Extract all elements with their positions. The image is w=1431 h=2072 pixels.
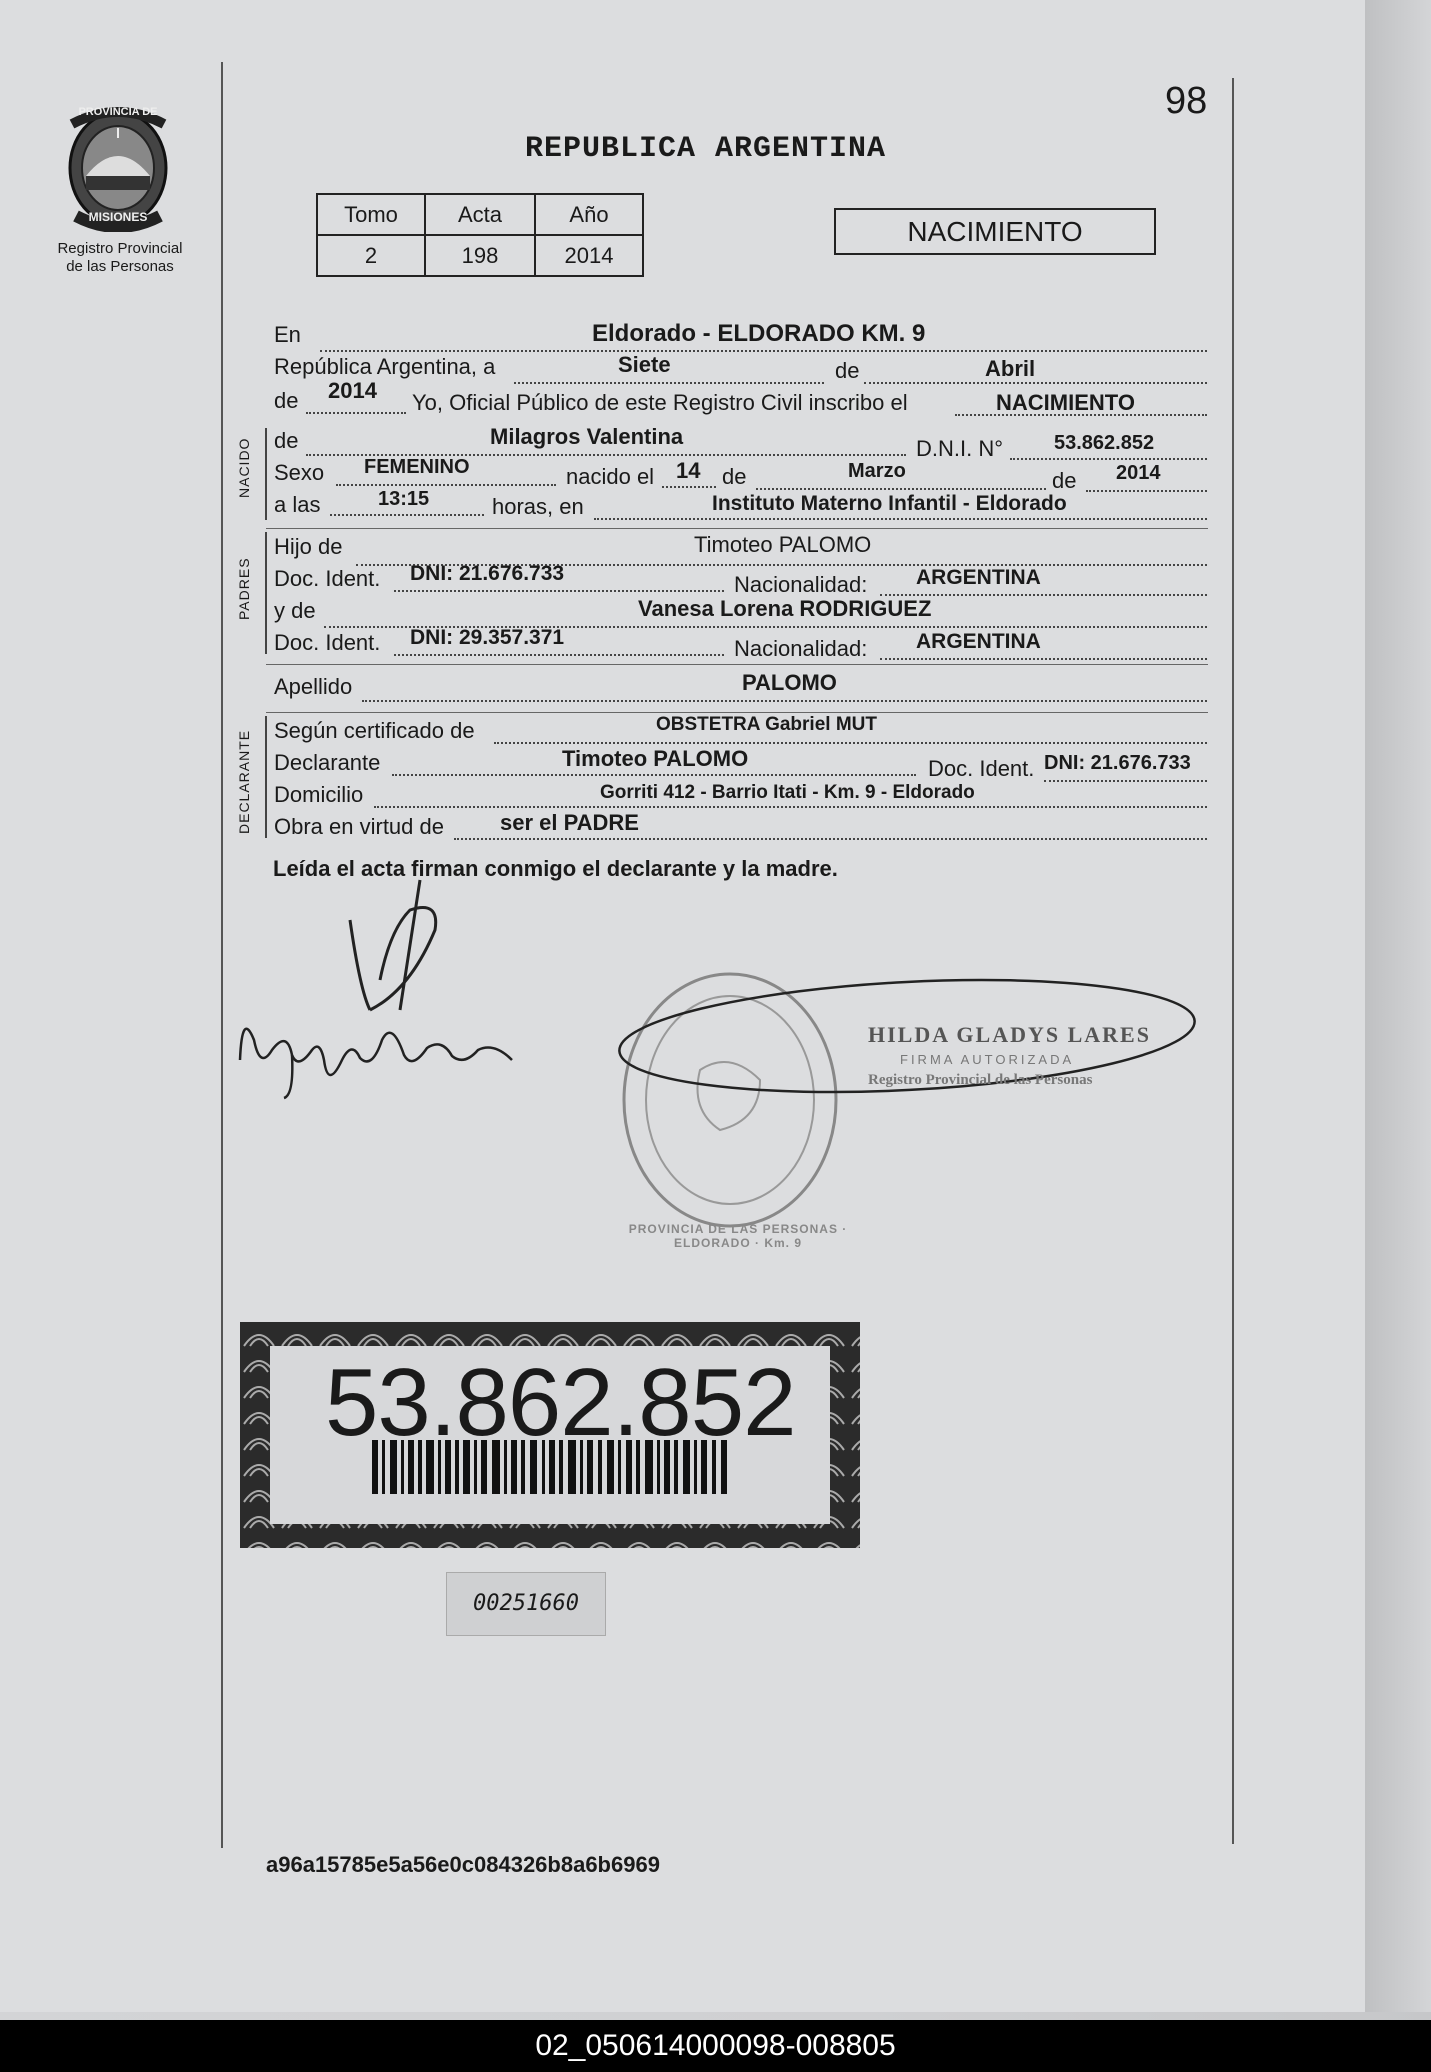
dotted-line bbox=[330, 514, 484, 516]
nacido-de-label: de bbox=[274, 428, 299, 453]
dotted-line bbox=[374, 806, 1207, 808]
birth-month-value: Marzo bbox=[848, 460, 906, 482]
dotted-line bbox=[1044, 780, 1207, 782]
act-type-box: NACIMIENTO bbox=[834, 208, 1156, 255]
en-label: En bbox=[274, 322, 301, 347]
dotted-line bbox=[1010, 458, 1207, 460]
declarante-section-bar bbox=[265, 716, 267, 838]
tomo-acta-ano-table bbox=[316, 193, 644, 277]
dotted-line bbox=[662, 486, 716, 488]
dotted-line bbox=[756, 488, 1046, 490]
dotted-line bbox=[454, 838, 1207, 840]
dotted-line bbox=[494, 742, 1207, 744]
dotted-line bbox=[1086, 490, 1207, 492]
table-row bbox=[317, 235, 643, 276]
nacido-el-label: nacido el bbox=[566, 464, 655, 489]
month-value: Abril bbox=[985, 356, 1036, 381]
dotted-line bbox=[336, 484, 556, 486]
sexo-value: FEMENINO bbox=[364, 456, 470, 478]
declarante-label: Declarante bbox=[274, 750, 381, 775]
cert-value: OBSTETRA Gabriel MUT bbox=[656, 714, 877, 735]
father-nat-value: ARGENTINA bbox=[916, 566, 1041, 589]
mother-signature-icon bbox=[232, 1000, 532, 1100]
footer-id-bar: 02_050614000098-008805 bbox=[0, 2020, 1431, 2072]
dotted-line bbox=[394, 654, 724, 656]
dotted-line bbox=[392, 774, 916, 776]
apellido-value: PALOMO bbox=[742, 670, 837, 695]
day-value: Siete bbox=[618, 352, 671, 377]
registry-label bbox=[40, 240, 200, 276]
hijo-de-label: Hijo de bbox=[274, 534, 343, 559]
round-seal-lettering: PROVINCIA DE LAS PERSONAS · ELDORADO · Km. 9 bbox=[628, 1222, 848, 1250]
value-acta: 198 bbox=[425, 235, 535, 276]
y-de-label: y de bbox=[274, 598, 316, 623]
hour-value: 13:15 bbox=[378, 488, 430, 510]
barcode-number: 53.862.852 bbox=[325, 1349, 796, 1456]
padres-section-bar bbox=[265, 532, 267, 654]
birth-year-value: 2014 bbox=[1116, 462, 1161, 484]
section-separator bbox=[266, 712, 1208, 713]
dotted-line bbox=[514, 382, 824, 384]
page-edge-shadow bbox=[1365, 0, 1431, 2012]
officer-text: Yo, Oficial Público de este Registro Civil inscribo el bbox=[412, 390, 908, 415]
declarante-doc-label: Doc. Ident. bbox=[928, 756, 1035, 781]
virtud-label: Obra en virtud de bbox=[274, 814, 444, 839]
registry-label-line2: de las Personas bbox=[66, 258, 174, 275]
father-name-value: Timoteo PALOMO bbox=[694, 532, 872, 557]
header-acta: Acta bbox=[425, 194, 535, 235]
birth-day-value: 14 bbox=[676, 458, 701, 483]
domicilio-label: Domicilio bbox=[274, 782, 364, 807]
place-value: Eldorado - ELDORADO KM. 9 bbox=[592, 320, 926, 347]
father-nat-label: Nacionalidad: bbox=[734, 572, 868, 597]
mother-nat-label: Nacionalidad: bbox=[734, 636, 868, 661]
nacido-section-label: NACIDO bbox=[236, 437, 252, 498]
official-role: FIRMA AUTORIZADA bbox=[900, 1052, 1075, 1067]
mother-doc-value: DNI: 29.357.371 bbox=[410, 626, 565, 649]
right-margin-line bbox=[1232, 78, 1234, 1844]
father-doc-label: Doc. Ident. bbox=[274, 566, 381, 591]
left-margin-line bbox=[221, 62, 223, 1848]
child-dni-value: 53.862.852 bbox=[1054, 432, 1155, 454]
declarante-section-label: DECLARANTE bbox=[236, 729, 252, 834]
birth-place-value: Instituto Materno Infantil - Eldorado bbox=[712, 492, 1067, 515]
mother-doc-label: Doc. Ident. bbox=[274, 630, 381, 655]
official-name: HILDA GLADYS LARES bbox=[868, 1022, 1151, 1047]
closing-statement: Leída el acta firman conmigo el declarante y la madre. bbox=[273, 856, 838, 881]
dotted-line bbox=[320, 350, 1207, 352]
sexo-label: Sexo bbox=[274, 460, 325, 485]
dni-label: D.N.I. N° bbox=[916, 436, 1004, 461]
dotted-line bbox=[594, 518, 1207, 520]
padres-section-label: PADRES bbox=[236, 557, 252, 620]
seal-lettering-top: PROVINCIA DE bbox=[78, 106, 158, 118]
header-ano: Año bbox=[535, 194, 643, 235]
page-number: 98 bbox=[1165, 80, 1208, 122]
nacido-section-bar bbox=[265, 428, 267, 520]
seal-lettering-bottom: MISIONES bbox=[88, 210, 148, 224]
father-doc-value: DNI: 21.676.733 bbox=[410, 562, 565, 585]
dotted-line bbox=[864, 382, 1207, 384]
virtud-value: ser el PADRE bbox=[500, 810, 639, 835]
declarant-signature-icon bbox=[330, 870, 460, 1020]
official-office: Registro Provincial de las Personas bbox=[868, 1072, 1093, 1088]
mother-nat-value: ARGENTINA bbox=[916, 630, 1041, 653]
a-las-label: a las bbox=[274, 492, 321, 517]
year-prefix-label: de bbox=[274, 388, 299, 413]
de-label-3: de bbox=[1052, 468, 1077, 493]
dotted-line bbox=[394, 590, 724, 592]
section-separator bbox=[266, 528, 1208, 529]
document-hash: a96a15785e5a56e0c084326b8a6b6969 bbox=[266, 1852, 660, 1877]
year-value: 2014 bbox=[328, 378, 377, 403]
cert-label: Según certificado de bbox=[274, 718, 475, 743]
dotted-line bbox=[880, 658, 1207, 660]
horas-en-label: horas, en bbox=[492, 494, 584, 519]
act-kind-value: NACIMIENTO bbox=[996, 390, 1135, 415]
country-title: REPUBLICA ARGENTINA bbox=[525, 132, 887, 166]
header-tomo: Tomo bbox=[317, 194, 425, 235]
domicilio-value: Gorriti 412 - Barrio Itati - Km. 9 - Eldorado bbox=[600, 782, 975, 803]
table-header-row bbox=[317, 194, 643, 235]
declarante-doc-value: DNI: 21.676.733 bbox=[1044, 752, 1191, 774]
section-separator bbox=[266, 664, 1208, 665]
dotted-line bbox=[362, 700, 1207, 702]
value-tomo: 2 bbox=[317, 235, 425, 276]
de-label: de bbox=[835, 358, 860, 383]
declarante-value: Timoteo PALOMO bbox=[562, 746, 749, 771]
country-label: República Argentina, a bbox=[274, 354, 496, 379]
apellido-label: Apellido bbox=[274, 674, 353, 699]
de-label-2: de bbox=[722, 464, 747, 489]
child-name-value: Milagros Valentina bbox=[490, 424, 684, 449]
dotted-line bbox=[306, 412, 406, 414]
registry-label-line1: Registro Provincial bbox=[57, 240, 183, 257]
value-ano: 2014 bbox=[535, 235, 643, 276]
mother-name-value: Vanesa Lorena RODRIGUEZ bbox=[638, 596, 932, 621]
serial-number: 00251660 bbox=[446, 1572, 606, 1636]
